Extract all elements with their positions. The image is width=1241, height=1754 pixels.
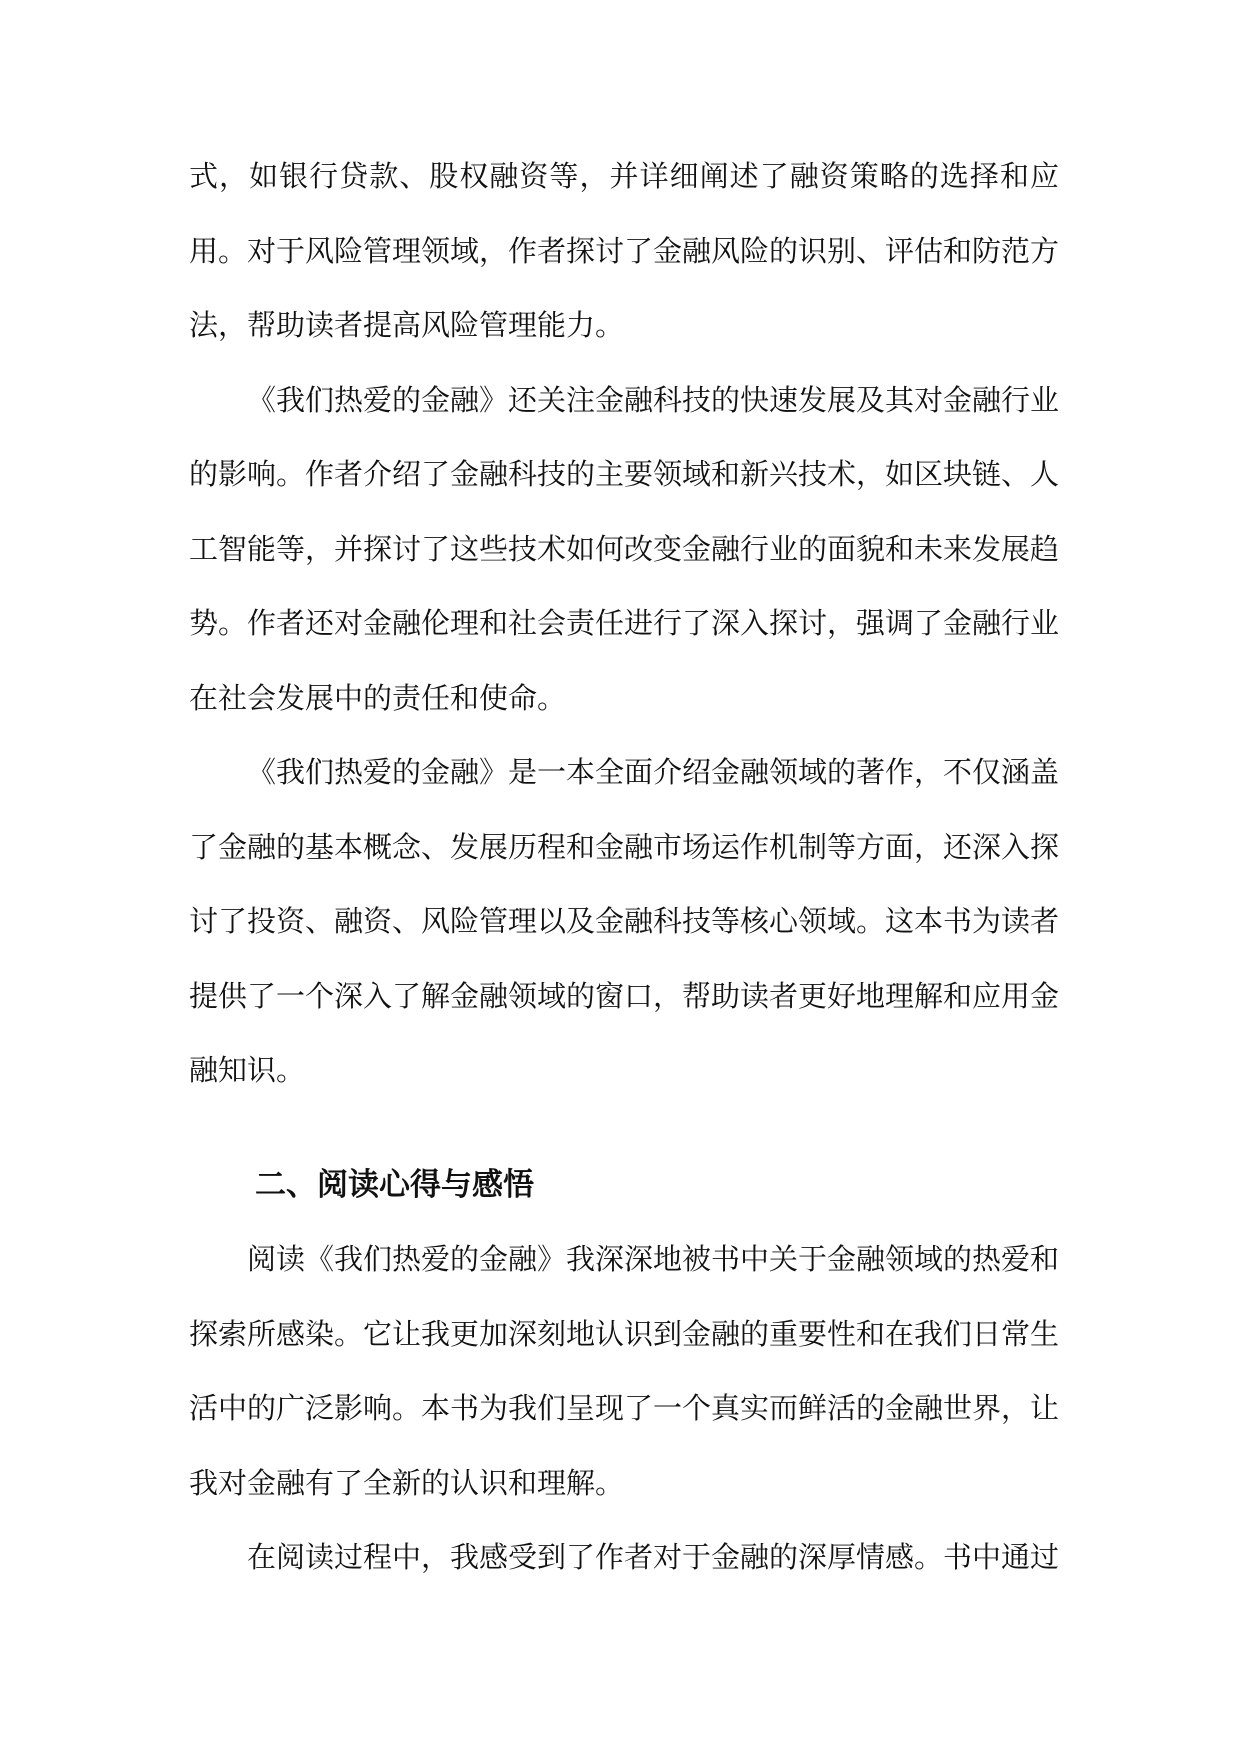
paragraph-financing-risk: 式，如银行贷款、股权融资等，并详细阐述了融资策略的选择和应用。对于风险管理领域，作者探讨了金融风险的识别、评估和防范方法，帮助读者提高风险管理能力。 — [189, 159, 1060, 342]
paragraph-fintech: 《我们热爱的金融》还关注金融科技的快速发展及其对金融行业的影响。作者介绍了金融科技的主要领域和新兴技术，如区块链、人工智能等，并探讨了这些技术如何改变金融行业的面貌和未来发展趋势。作者还对金融伦理和社会责任进行了深入探讨，强调了金融行业在社会发展中的责任和使命。 — [189, 382, 1060, 715]
document-body — [189, 139, 1059, 1595]
paragraph-author-emotion: 在阅读过程中，我感受到了作者对于金融的深厚情感。书中通过 — [247, 1540, 1060, 1574]
paragraph-reading-impression: 阅读《我们热爱的金融》我深深地被书中关于金融领域的热爱和探索所感染。它让我更加深刻地认识到金融的重要性和在我们日常生活中的广泛影响。本书为我们呈现了一个真实而鲜活的金融世界，让我对金融有了全新的认识和理解。 — [189, 1242, 1060, 1500]
section-heading: 二、阅读心得与感悟 — [255, 1166, 534, 1203]
paragraph-book-summary: 《我们热爱的金融》是一本全面介绍金融领域的著作，不仅涵盖了金融的基本概念、发展历程和金融市场运作机制等方面，还深入探讨了投资、融资、风险管理以及金融科技等核心领域。这本书为读者提供了一个深入了解金融领域的窗口，帮助读者更好地理解和应用金融知识。 — [189, 755, 1060, 1087]
